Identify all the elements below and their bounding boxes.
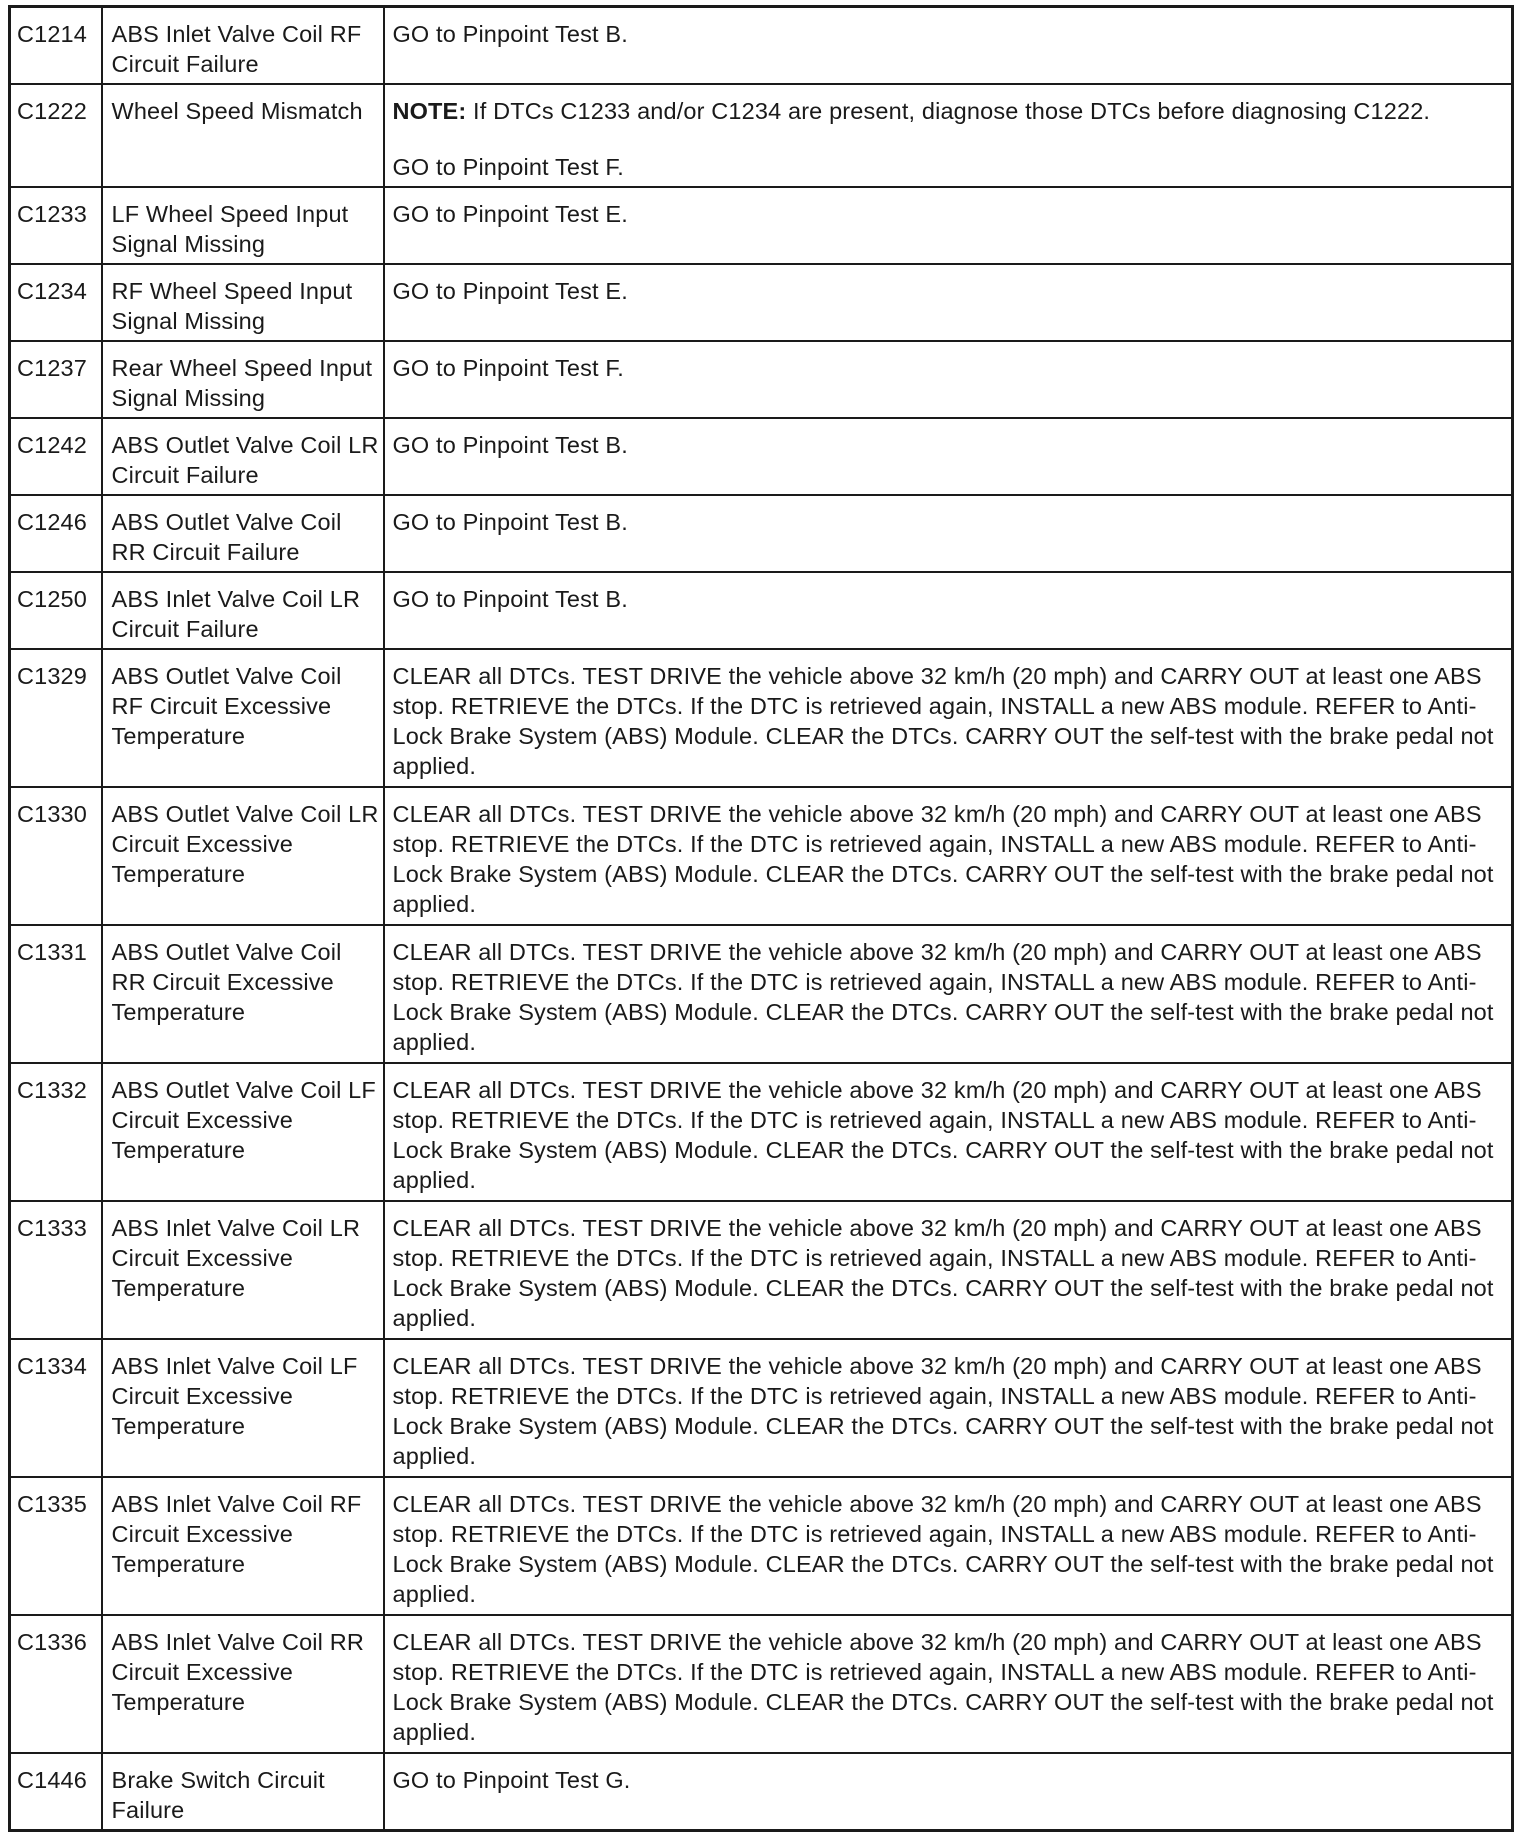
dtc-description-cell: ABS Inlet Valve Coil LR Circuit Excessive Temperature (102, 1201, 384, 1339)
dtc-code-cell: C1234 (10, 264, 102, 341)
table-row (10, 1477, 1513, 1615)
dtc-action-cell: GO to Pinpoint Test B. (384, 418, 1513, 495)
dtc-action-cell: GO to Pinpoint Test G. (384, 1753, 1513, 1831)
table-row (10, 264, 1513, 341)
dtc-action-cell: CLEAR all DTCs. TEST DRIVE the vehicle above 32 km/h (20 mph) and CARRY OUT at least one ABS stop. RETRIEVE the DTCs. If the DTC is retrieved again, INSTALL a new ABS module. REFER to Anti-Lock Brake System (ABS) Module. CLEAR the DTCs. CARRY OUT the self-test with the brake pedal not applied. (384, 1477, 1513, 1615)
table-row (10, 1063, 1513, 1201)
dtc-code-cell: C1222 (10, 84, 102, 187)
dtc-description-cell: ABS Outlet Valve Coil RR Circuit Failure (102, 495, 384, 572)
dtc-code-cell: C1330 (10, 787, 102, 925)
dtc-description-cell: ABS Outlet Valve Coil LF Circuit Excessive Temperature (102, 1063, 384, 1201)
dtc-action-cell: GO to Pinpoint Test F. (384, 341, 1513, 418)
table-row (10, 787, 1513, 925)
table-row (10, 649, 1513, 787)
dtc-action-cell: CLEAR all DTCs. TEST DRIVE the vehicle above 32 km/h (20 mph) and CARRY OUT at least one ABS stop. RETRIEVE the DTCs. If the DTC is retrieved again, INSTALL a new ABS module. REFER to Anti-Lock Brake System (ABS) Module. CLEAR the DTCs. CARRY OUT the self-test with the brake pedal not applied. (384, 649, 1513, 787)
dtc-description-cell: ABS Outlet Valve Coil RF Circuit Excessive Temperature (102, 649, 384, 787)
table-row (10, 418, 1513, 495)
dtc-description-cell: RF Wheel Speed Input Signal Missing (102, 264, 384, 341)
dtc-description-cell: ABS Inlet Valve Coil LR Circuit Failure (102, 572, 384, 649)
dtc-description-cell: ABS Inlet Valve Coil RF Circuit Excessive Temperature (102, 1477, 384, 1615)
table-row (10, 1339, 1513, 1477)
dtc-code-cell: C1336 (10, 1615, 102, 1753)
action-text: GO to Pinpoint Test F. (392, 154, 624, 180)
dtc-description-cell: ABS Outlet Valve Coil RR Circuit Excessive Temperature (102, 925, 384, 1063)
table-row (10, 572, 1513, 649)
dtc-code-cell: C1332 (10, 1063, 102, 1201)
dtc-description-cell: Wheel Speed Mismatch (102, 84, 384, 187)
table-row (10, 341, 1513, 418)
dtc-description-cell: ABS Inlet Valve Coil RF Circuit Failure (102, 7, 384, 85)
dtc-action-cell: CLEAR all DTCs. TEST DRIVE the vehicle above 32 km/h (20 mph) and CARRY OUT at least one ABS stop. RETRIEVE the DTCs. If the DTC is retrieved again, INSTALL a new ABS module. REFER to Anti-Lock Brake System (ABS) Module. CLEAR the DTCs. CARRY OUT the self-test with the brake pedal not applied. (384, 1201, 1513, 1339)
dtc-table (8, 5, 1514, 1832)
table-row (10, 1753, 1513, 1831)
dtc-action-cell: CLEAR all DTCs. TEST DRIVE the vehicle above 32 km/h (20 mph) and CARRY OUT at least one ABS stop. RETRIEVE the DTCs. If the DTC is retrieved again, INSTALL a new ABS module. REFER to Anti-Lock Brake System (ABS) Module. CLEAR the DTCs. CARRY OUT the self-test with the brake pedal not applied. (384, 1063, 1513, 1201)
dtc-description-cell: ABS Outlet Valve Coil LR Circuit Excessive Temperature (102, 787, 384, 925)
dtc-code-cell: C1246 (10, 495, 102, 572)
table-row (10, 495, 1513, 572)
dtc-code-cell: C1446 (10, 1753, 102, 1831)
dtc-code-cell: C1333 (10, 1201, 102, 1339)
dtc-code-cell: C1331 (10, 925, 102, 1063)
table-row (10, 84, 1513, 187)
dtc-code-cell: C1242 (10, 418, 102, 495)
dtc-action-cell: CLEAR all DTCs. TEST DRIVE the vehicle above 32 km/h (20 mph) and CARRY OUT at least one ABS stop. RETRIEVE the DTCs. If the DTC is retrieved again, INSTALL a new ABS module. REFER to Anti-Lock Brake System (ABS) Module. CLEAR the DTCs. CARRY OUT the self-test with the brake pedal not applied. (384, 925, 1513, 1063)
dtc-code-cell: C1237 (10, 341, 102, 418)
dtc-action-cell: GO to Pinpoint Test B. (384, 495, 1513, 572)
dtc-description-cell: ABS Outlet Valve Coil LR Circuit Failure (102, 418, 384, 495)
table-row (10, 1615, 1513, 1753)
dtc-action-cell: GO to Pinpoint Test E. (384, 264, 1513, 341)
dtc-description-cell: ABS Inlet Valve Coil RR Circuit Excessive Temperature (102, 1615, 384, 1753)
dtc-action-cell: CLEAR all DTCs. TEST DRIVE the vehicle above 32 km/h (20 mph) and CARRY OUT at least one ABS stop. RETRIEVE the DTCs. If the DTC is retrieved again, INSTALL a new ABS module. REFER to Anti-Lock Brake System (ABS) Module. CLEAR the DTCs. CARRY OUT the self-test with the brake pedal not applied. (384, 1615, 1513, 1753)
dtc-code-cell: C1335 (10, 1477, 102, 1615)
note-paragraph (393, 96, 1506, 126)
dtc-description-cell: Rear Wheel Speed Input Signal Missing (102, 341, 384, 418)
note-text: If DTCs C1233 and/or C1234 are present, diagnose those DTCs before diagnosing C1222. (466, 98, 1431, 124)
dtc-action-cell: GO to Pinpoint Test B. (384, 7, 1513, 85)
dtc-action-cell: GO to Pinpoint Test B. (384, 572, 1513, 649)
dtc-code-cell: C1250 (10, 572, 102, 649)
dtc-description-cell: ABS Inlet Valve Coil LF Circuit Excessive Temperature (102, 1339, 384, 1477)
dtc-code-cell: C1233 (10, 187, 102, 264)
dtc-description-cell: Brake Switch Circuit Failure (102, 1753, 384, 1831)
table-row (10, 7, 1513, 85)
dtc-description-cell: LF Wheel Speed Input Signal Missing (102, 187, 384, 264)
dtc-action-cell: CLEAR all DTCs. TEST DRIVE the vehicle above 32 km/h (20 mph) and CARRY OUT at least one ABS stop. RETRIEVE the DTCs. If the DTC is retrieved again, INSTALL a new ABS module. REFER to Anti-Lock Brake System (ABS) Module. CLEAR the DTCs. CARRY OUT the self-test with the brake pedal not applied. (384, 1339, 1513, 1477)
table-row (10, 1201, 1513, 1339)
dtc-code-cell: C1334 (10, 1339, 102, 1477)
table-row (10, 925, 1513, 1063)
dtc-code-cell: C1214 (10, 7, 102, 85)
table-row (10, 187, 1513, 264)
dtc-action-cell: GO to Pinpoint Test E. (384, 187, 1513, 264)
note-label: NOTE: (392, 98, 467, 124)
dtc-action-cell (384, 84, 1513, 187)
dtc-code-cell: C1329 (10, 649, 102, 787)
dtc-action-cell: CLEAR all DTCs. TEST DRIVE the vehicle above 32 km/h (20 mph) and CARRY OUT at least one ABS stop. RETRIEVE the DTCs. If the DTC is retrieved again, INSTALL a new ABS module. REFER to Anti-Lock Brake System (ABS) Module. CLEAR the DTCs. CARRY OUT the self-test with the brake pedal not applied. (384, 787, 1513, 925)
